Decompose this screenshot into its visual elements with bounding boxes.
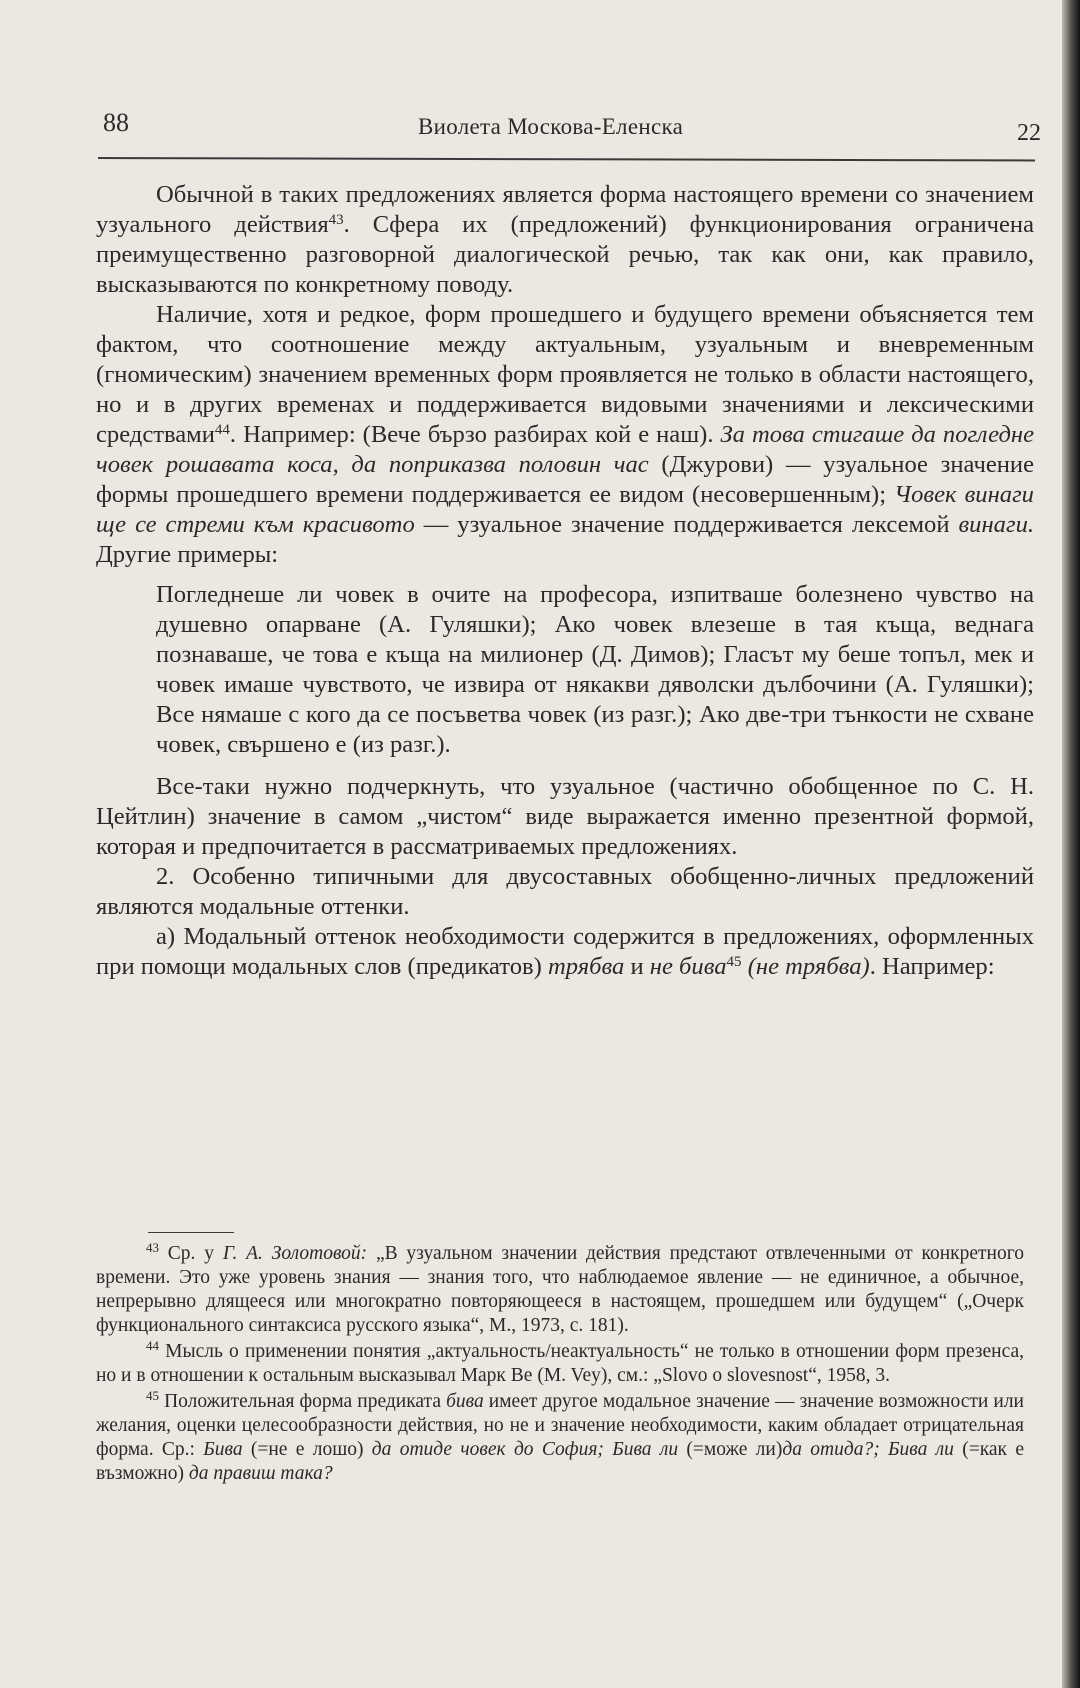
italic-run: Човек винаги ще се стреми към красивото: [96, 481, 1034, 538]
page-number: 88: [103, 108, 129, 137]
text-run: . Например:: [869, 953, 995, 980]
text-run: имеет другое модальное значение — значение возможности или желания, оценки целесообразности действия, но не и значение необходимости, каким обладает отрицательная форма. Ср.:: [96, 1391, 1024, 1460]
text-run: . Сфера их (предложений) функционирования ограничена преимущественно разговорной диалогической речью, так как они, как правило, высказываются по конкретному поводу.: [96, 211, 1034, 298]
page-header: [103, 108, 1041, 148]
text-run: Наличие, хотя и редкое, форм прошедшего и будущего времени объясняется тем фактом, что соотношение между актуальным, узуальным и вневременным (гномическим) значением временных форм проявляется не только в области настоящего, но и в других временах и поддерживается видовыми значениями и лексическими средствами: [96, 301, 1034, 448]
footnote-ref: 43: [146, 1239, 159, 1255]
text-run: Положительная форма предиката: [159, 1391, 447, 1412]
text-run: . Например: (Вече бързо разбирах кой е наш).: [229, 421, 721, 448]
italic-run: трябва: [547, 953, 625, 980]
paragraph-1: [96, 180, 1034, 300]
footnote-44: [96, 1337, 1024, 1388]
italic-run: За това стигаше да погледне човек рошавата коса, да поприказва половин час: [96, 421, 1034, 478]
italic-run: да отида?; Бива ли: [782, 1439, 954, 1460]
footnote-ref: 44: [214, 421, 230, 438]
paragraph-5: [96, 922, 1034, 982]
footnote-43: [96, 1239, 1024, 1338]
text-run: Другие примеры:: [96, 541, 279, 568]
footnote-ref: 44: [146, 1337, 159, 1353]
italic-run: бива: [446, 1391, 484, 1412]
footnote-45: [96, 1387, 1024, 1486]
text-run: Все-таки нужно подчеркнуть, что узуальное (частично обобщенное по С. Н. Цейтлин) значение в самом „чистом“ виде выражается именно презентной формой, которая и предпочитается в рассматриваемых предложениях.: [96, 773, 1034, 860]
header-rule: [98, 157, 1035, 161]
paragraph-4: [96, 862, 1034, 922]
italic-run: да отиде човек до София; Бива ли: [371, 1439, 679, 1460]
text-run: (Джурови) — узуальное значение формы прошедшего времени поддерживается ее видом (несовершенным);: [96, 451, 1034, 508]
text-run: а) Модальный оттенок необходимости содержится в предложениях, оформленных при помощи модальных слов (предикатов): [96, 923, 1034, 980]
text-run: 2. Особенно типичными для двусоставных обобщенно-личных предложений являются модальные оттенки.: [96, 863, 1034, 920]
book-binding-edge: [1062, 0, 1080, 1688]
paragraph-2: [96, 300, 1034, 570]
running-title: Виолета Москова-Еленска: [418, 114, 684, 139]
text-run: „В узуальном значении действия предстают отвлеченными от конкретного времени. Это уже уровень знания — знания того, что наблюдаемое явление — не единичное, а обычное, непрерывно длящееся или многократно повторяющееся в настоящем, прошедшем или будущем“ („Очерк функционального синтаксиса русского языка“, М., 1973, с. 181).: [96, 1243, 1024, 1336]
text-run: (=как е възможно): [96, 1439, 1024, 1484]
example-quote: [156, 580, 1034, 760]
text-run: и: [624, 953, 650, 980]
text-run: Обычной в таких предложениях является форма настоящего времени со значением узуального действия: [96, 181, 1034, 238]
text-run: (=може ли): [678, 1439, 783, 1460]
main-text: [96, 180, 1034, 982]
footnote-ref: 45: [726, 953, 742, 970]
footnote-ref: 45: [146, 1387, 159, 1403]
text-run: Ср. у: [159, 1243, 223, 1264]
text-run: Мысль о применении понятия „актуальность/неактуальность“ не только в отношении форм презенса, но и в отношении к остальным высказывал Марк Ве (M. Vey), см.: „Slovo o slovesnost“, 1958, 3.: [96, 1341, 1024, 1386]
italic-run: Бива: [203, 1439, 243, 1460]
footnote-ref: 43: [328, 211, 344, 228]
text-run: (=не е лошо): [242, 1439, 372, 1460]
text-run: — узуальное значение поддерживается лексемой: [414, 511, 959, 538]
italic-run: Г. А. Золотовой:: [222, 1243, 368, 1264]
text-run: Погледнеше ли човек в очите на професора, изпитваше болезнено чувство на душевно опарване (А. Гуляшки); Ако човек влезеше в тая къща, веднага познаваше, че това е къща на милионер (Д. Димов); Гласът му беше топъл, мек и човек имаше чувството, че извира от някакви дяволски дълбочини (А. Гуляшки); Все нямаше с кого да се посъветва човек (из разг.); Ако две-три тънкости не схване човек, свършено е (из разг.).: [156, 581, 1034, 758]
footnote-rule: [148, 1232, 234, 1233]
italic-run: не бива: [649, 953, 727, 980]
italic-run: (не трябва): [741, 953, 870, 980]
footnotes: [96, 1239, 1024, 1488]
italic-run: винаги.: [958, 511, 1035, 538]
paragraph-3: [96, 772, 1034, 862]
page-number-right: 22: [1017, 120, 1041, 146]
italic-run: да правиш така?: [188, 1463, 333, 1484]
